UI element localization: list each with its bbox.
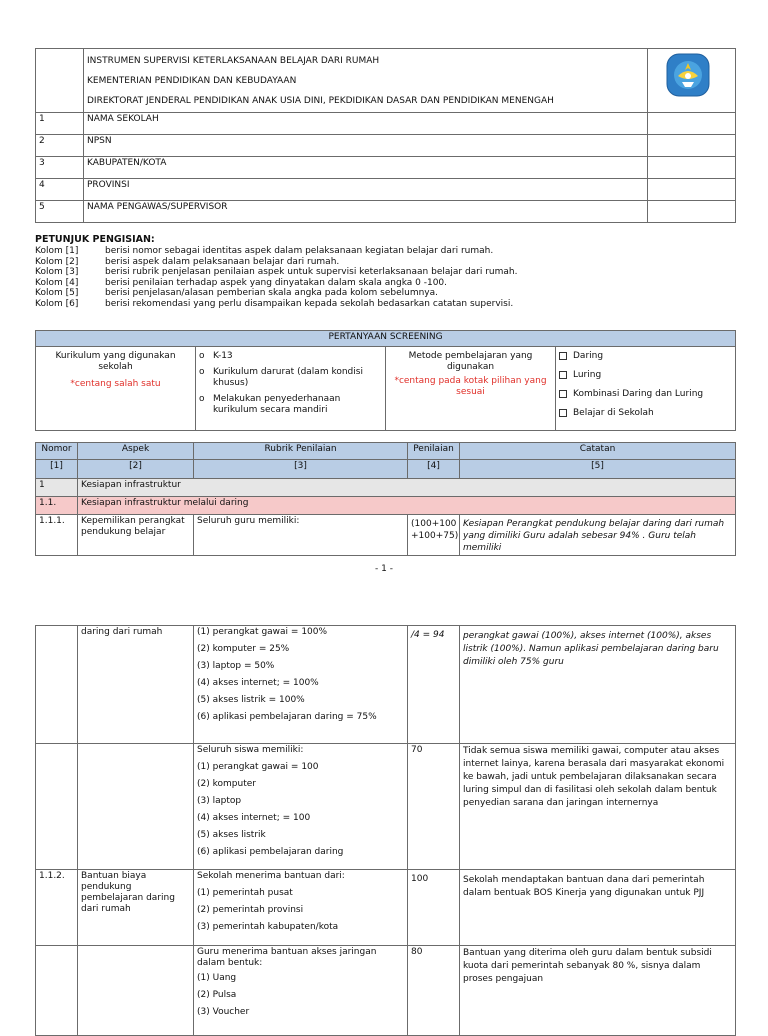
criteria-item: (3) pemerintah kabupaten/kota xyxy=(197,922,339,932)
instruction-row: Kolom [6] berisi rekomendasi yang perlu disampaikan kepada sekolah bedasarkan catatan supervisi. xyxy=(35,298,514,309)
criteria-item: (1) Uang xyxy=(197,973,237,983)
criteria-item: (1) perangkat gawai = 100% xyxy=(197,627,328,637)
metode-option-daring[interactable]: Daring xyxy=(559,351,732,362)
screening-table xyxy=(35,330,736,431)
row-no: 1.1.2. xyxy=(36,870,78,946)
criteria-item: (5) akses listrik xyxy=(197,830,266,840)
kurikulum-options xyxy=(196,347,386,431)
checkbox-icon[interactable] xyxy=(559,371,567,379)
criteria-item: (6) aplikasi pembelajaran daring xyxy=(197,847,344,857)
header-catatan: Catatan xyxy=(460,443,736,460)
kurikulum-note: *centang salah satu xyxy=(70,379,161,389)
field-value-nama-sekolah[interactable] xyxy=(648,113,736,135)
header-line-1: INSTRUMEN SUPERVISI KETERLAKSANAAN BELAJAR DARI RUMAH xyxy=(87,56,380,66)
field-label-kabupaten: KABUPATEN/KOTA xyxy=(84,157,648,179)
field-no: 4 xyxy=(36,179,84,201)
row-penilaian[interactable]: 100 xyxy=(408,870,460,946)
header-penilaian: Penilaian xyxy=(408,443,460,460)
field-label-provinsi: PROVINSI xyxy=(84,179,648,201)
row-aspek: Kepemilikan perangkat pendukung belajar xyxy=(78,515,194,556)
checkbox-icon[interactable] xyxy=(559,352,567,360)
row-catatan[interactable]: Sekolah mendaptakan bantuan dana dari pemerintah dalam bentuak BOS Kinerja yang digunakan untuk PJJ xyxy=(460,870,736,946)
criteria-item: (2) komputer xyxy=(197,779,256,789)
instruction-row: Kolom [4] berisi penilaian terhadap aspek yang dinyatakan dalam skala angka 0 -100. xyxy=(35,277,448,288)
row-aspek: daring dari rumah xyxy=(78,626,194,744)
header-line-2: KEMENTERIAN PENDIDIKAN DAN KEBUDAYAAN xyxy=(87,76,297,86)
field-value-npsn[interactable] xyxy=(648,135,736,157)
row-penilaian[interactable]: (100+100 +100+75) xyxy=(408,515,460,556)
kurikulum-option-darurat[interactable]: o Kurikulum darurat (dalam kondisi khusus) xyxy=(199,367,363,388)
field-no: 3 xyxy=(36,157,84,179)
metode-option-luring[interactable]: Luring xyxy=(559,370,732,381)
main-table xyxy=(35,442,736,556)
metode-cell xyxy=(386,347,556,431)
row-no xyxy=(36,744,78,870)
metode-note: *centang pada kotak pilihan yang sesuai xyxy=(394,376,547,397)
field-no: 5 xyxy=(36,201,84,223)
row-rubrik xyxy=(194,870,408,946)
screening-title: PERTANYAAN SCREENING xyxy=(36,331,736,347)
row-no xyxy=(36,626,78,744)
main-table-continued xyxy=(35,625,736,1036)
row-aspek xyxy=(78,946,194,1036)
header-line-3: DIREKTORAT JENDERAL PENDIDIKAN ANAK USIA DINI, PEKDIDIKAN DASAR DAN PENDIDIKAN MENENGAH xyxy=(87,96,554,106)
subsection-title: Kesiapan infrastruktur melalui daring xyxy=(78,497,736,515)
row-no xyxy=(36,946,78,1036)
instruction-row: Kolom [3] berisi rubrik penjelasan penilaian aspek untuk supervisi keterlaksanaan belajar dari rumah. xyxy=(35,267,518,277)
header-titles xyxy=(84,49,648,113)
field-label-nama-sekolah: NAMA SEKOLAH xyxy=(84,113,648,135)
criteria-item: (1) perangkat gawai = 100 xyxy=(197,762,319,772)
criteria-item: (5) akses listrik = 100% xyxy=(197,695,305,705)
row-aspek: Bantuan biaya pendukung pembelajaran daring dari rumah xyxy=(78,870,194,946)
header-rubrik: Rubrik Penilaian xyxy=(194,443,408,460)
page-number: - 1 - xyxy=(375,564,393,574)
row-no: 1.1.1. xyxy=(36,515,78,556)
index-4: [4] xyxy=(408,460,460,479)
index-3: [3] xyxy=(194,460,408,479)
row-catatan[interactable]: Tidak semua siswa memiliki gawai, computer atau akses internet lainya, karena berasala dari masyarakat ekonomi ke bawah, jadi untuk pembelajaran dilaksanakan secara luring simpul dan di fasilitasi oleh sekolah dalam bentuk penyedian sarana dan jaringan internernya xyxy=(460,744,736,870)
field-value-provinsi[interactable] xyxy=(648,179,736,201)
row-rubrik xyxy=(194,946,408,1036)
kurikulum-option-mandiri[interactable]: o Melakukan penyederhanaan kurikulum secara mandiri xyxy=(199,394,341,415)
row-rubrik xyxy=(194,626,408,744)
tut-wuri-handayani-logo-icon xyxy=(664,52,712,98)
instructions-list xyxy=(35,246,735,309)
checkbox-icon[interactable] xyxy=(559,390,567,398)
criteria-item: (3) Voucher xyxy=(197,1007,250,1017)
metode-option-sekolah[interactable]: Belajar di Sekolah xyxy=(559,408,732,419)
header-table xyxy=(35,48,736,223)
index-5: [5] xyxy=(460,460,736,479)
row-rubrik xyxy=(194,744,408,870)
metode-options xyxy=(556,347,736,431)
criteria-head: Sekolah menerima bantuan dari: xyxy=(197,871,345,881)
criteria-item: (2) Pulsa xyxy=(197,990,237,1000)
index-2: [2] xyxy=(78,460,194,479)
criteria-item: (2) komputer = 25% xyxy=(197,644,290,654)
subsection-no: 1.1. xyxy=(36,497,78,515)
index-1: [1] xyxy=(36,460,78,479)
criteria-item: (4) akses internet; = 100% xyxy=(197,678,319,688)
instruction-row: Kolom [5] berisi penjelasan/alasan pemberian skala angka pada kolom sebelumnya. xyxy=(35,288,438,298)
field-label-npsn: NPSN xyxy=(84,135,648,157)
row-catatan[interactable]: perangkat gawai (100%), akses internet (100%), akses listrik (100%). Namun aplikasi pembelajaran daring baru dimiliki oleh 75% guru xyxy=(460,626,736,744)
instruction-row: Kolom [2] berisi aspek dalam pelaksanaan belajar dari rumah. xyxy=(35,256,340,267)
field-value-pengawas[interactable] xyxy=(648,201,736,223)
criteria-item: (4) akses internet; = 100 xyxy=(197,813,311,823)
row-penilaian[interactable]: 80 xyxy=(408,946,460,1036)
metode-label: Metode pembelajaran yang digunakan xyxy=(408,351,533,372)
criteria-head: Seluruh siswa memiliki: xyxy=(197,745,304,755)
header-aspek: Aspek xyxy=(78,443,194,460)
field-value-kabupaten[interactable] xyxy=(648,157,736,179)
section-no: 1 xyxy=(36,479,78,497)
field-no: 2 xyxy=(36,135,84,157)
row-rubrik: Seluruh guru memiliki: xyxy=(194,515,408,556)
instructions-title: PETUNJUK PENGISIAN: xyxy=(35,234,155,245)
kurikulum-option-k13[interactable]: o K-13 xyxy=(199,351,233,361)
row-penilaian[interactable]: 70 xyxy=(408,744,460,870)
row-penilaian[interactable]: /4 = 94 xyxy=(408,626,460,744)
header-nomor: Nomor xyxy=(36,443,78,460)
checkbox-icon[interactable] xyxy=(559,409,567,417)
criteria-item: (3) laptop xyxy=(197,796,242,806)
field-no: 1 xyxy=(36,113,84,135)
section-title: Kesiapan infrastruktur xyxy=(78,479,736,497)
header-blank-cell xyxy=(36,49,84,113)
criteria-item: (6) aplikasi pembelajaran daring = 75% xyxy=(197,712,377,722)
instruction-row: Kolom [1] berisi nomor sebagai identitas aspek dalam pelaksanaan kegiatan belajar dari rumah. xyxy=(35,246,494,256)
criteria-item: (1) pemerintah pusat xyxy=(197,888,293,898)
metode-option-kombinasi[interactable]: Kombinasi Daring dan Luring xyxy=(559,389,732,400)
criteria-item: (2) pemerintah provinsi xyxy=(197,905,304,915)
field-label-pengawas: NAMA PENGAWAS/SUPERVISOR xyxy=(84,201,648,223)
row-catatan[interactable]: Bantuan yang diterima oleh guru dalam bentuk subsidi kuota dari pemerintah sebanyak 80 %, sisnya dalam proses pengajuan xyxy=(460,946,736,1036)
row-catatan[interactable]: Kesiapan Perangkat pendukung belajar daring dari rumah yang dimiliki Guru adalah sebesar 94% . Guru telah memiliki xyxy=(460,515,736,556)
criteria-item: (3) laptop = 50% xyxy=(197,661,275,671)
row-aspek xyxy=(78,744,194,870)
criteria-head: Guru menerima bantuan akses jaringan dalam bentuk: xyxy=(197,947,377,968)
kurikulum-cell xyxy=(36,347,196,431)
kurikulum-label: Kurikulum yang digunakan sekolah xyxy=(55,351,176,372)
